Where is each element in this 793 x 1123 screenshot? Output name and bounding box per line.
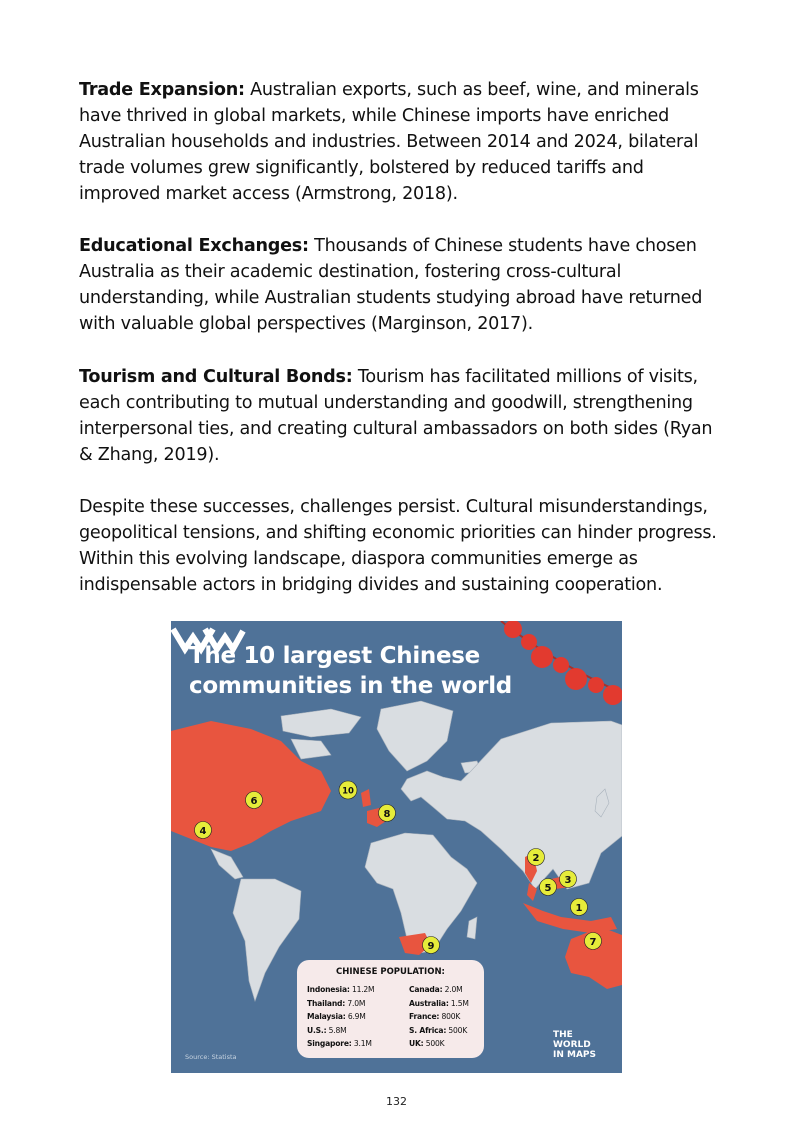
paragraph-tourism bbox=[79, 364, 719, 468]
marker-4 bbox=[195, 822, 212, 839]
marker-4-label: 4 bbox=[199, 826, 207, 837]
legend-country: Indonesia: bbox=[307, 985, 350, 994]
marker-8 bbox=[379, 805, 396, 822]
paragraph-body: Tourism has facilitated millions of visits, each contributing to mutual understanding and goodwill, strengthening interpersonal ties, and creating cultural ambassadors on both sides (Ryan & Zhang, 2019). bbox=[79, 367, 713, 465]
legend-value: 7.0M bbox=[347, 998, 366, 1008]
legend-row bbox=[307, 1024, 374, 1038]
marker-3 bbox=[560, 871, 577, 888]
legend-value: 800K bbox=[441, 1012, 461, 1022]
brand-line-2: IN MAPS bbox=[553, 1050, 597, 1060]
paragraph-body: Despite these successes, challenges persist. Cultural misunderstandings, geopolitical tensions, and shifting economic priorities can hinder progress. Within this evolving landscape, diaspora communities emerge as indispensable actors in bridging divides and sustaining cooperation. bbox=[79, 497, 717, 595]
source-credit: Source: Statista bbox=[185, 1053, 237, 1061]
legend-country: Australia: bbox=[409, 998, 449, 1008]
legend-row bbox=[307, 997, 374, 1011]
legend-row bbox=[307, 983, 374, 997]
paragraph-lead: Educational Exchanges: bbox=[79, 236, 309, 256]
marker-10 bbox=[339, 781, 357, 799]
paragraph-educational-exchanges bbox=[79, 233, 719, 337]
legend-country: Singapore: bbox=[307, 1039, 352, 1049]
legend-value: 1.5M bbox=[450, 998, 469, 1008]
legend-value: 500K bbox=[425, 1039, 445, 1049]
brand-line-1: THE WORLD bbox=[553, 1030, 591, 1050]
marker-6 bbox=[246, 792, 263, 809]
marker-8-label: 8 bbox=[383, 809, 391, 820]
marker-5 bbox=[540, 879, 557, 896]
legend-row bbox=[307, 1010, 374, 1024]
marker-1-label: 1 bbox=[575, 903, 583, 914]
marker-6-label: 6 bbox=[250, 796, 258, 807]
paragraph-lead: Trade Expansion: bbox=[79, 80, 245, 100]
marker-5-label: 5 bbox=[544, 883, 552, 894]
marker-2 bbox=[528, 849, 545, 866]
marker-7 bbox=[585, 933, 602, 950]
legend-row bbox=[409, 1010, 469, 1024]
paragraph-challenges bbox=[79, 494, 719, 598]
paragraph-trade-expansion bbox=[79, 77, 719, 207]
legend-value: 5.8M bbox=[328, 1025, 347, 1035]
legend-value: 500K bbox=[448, 1025, 468, 1035]
legend-column-left bbox=[307, 983, 374, 1051]
legend-country: U.S.: bbox=[307, 1025, 327, 1035]
legend-value: 2.0M bbox=[444, 985, 463, 994]
page-number: 132 bbox=[386, 1095, 407, 1108]
title-line-2: communities in the world bbox=[189, 673, 512, 699]
world-in-maps-logo-icon bbox=[171, 621, 251, 671]
legend-country: UK: bbox=[409, 1039, 424, 1049]
paragraph-body: Thousands of Chinese students have chosen Australia as their academic destination, fostering cross-cultural understanding, while Australian students studying abroad have returned with valuable global perspectives (Marginson, 2017). bbox=[79, 236, 703, 334]
title-line-1: The 10 largest Chinese bbox=[189, 643, 480, 669]
legend-country: Malaysia: bbox=[307, 1012, 346, 1022]
legend-country: S. Africa: bbox=[409, 1025, 447, 1035]
legend-title: CHINESE POPULATION: bbox=[336, 967, 445, 977]
paragraph-body: Australian exports, such as beef, wine, and minerals have thrived in global markets, while Chinese imports have enriched Australian households and industries. Between 2014 and 2024, bilateral trade volumes grew significantly, bolstered by reduced tariffs and improved market access (Armstrong, 2018). bbox=[79, 80, 699, 204]
marker-2-label: 2 bbox=[532, 853, 540, 864]
marker-3-label: 3 bbox=[564, 875, 572, 886]
legend-row bbox=[409, 997, 469, 1011]
brand-name bbox=[553, 1030, 613, 1060]
chinese-communities-infographic bbox=[171, 621, 622, 1073]
legend-value: 6.9M bbox=[347, 1012, 366, 1022]
marker-1 bbox=[571, 899, 588, 916]
legend-value: 3.1M bbox=[353, 1039, 372, 1049]
legend-country: Thailand: bbox=[307, 998, 346, 1008]
paragraph-lead: Tourism and Cultural Bonds: bbox=[79, 367, 353, 387]
population-legend bbox=[297, 960, 484, 1058]
legend-country: Canada: bbox=[409, 985, 443, 994]
legend-column-right bbox=[409, 983, 469, 1051]
legend-row bbox=[409, 1024, 469, 1038]
marker-9 bbox=[423, 937, 440, 954]
marker-10-label: 10 bbox=[342, 786, 354, 797]
legend-row bbox=[409, 1037, 469, 1051]
legend-row bbox=[307, 1037, 374, 1051]
marker-9-label: 9 bbox=[427, 941, 435, 952]
legend-row bbox=[409, 983, 469, 997]
legend-country: France: bbox=[409, 1012, 440, 1022]
marker-7-label: 7 bbox=[589, 937, 597, 948]
legend-value: 11.2M bbox=[351, 985, 375, 994]
